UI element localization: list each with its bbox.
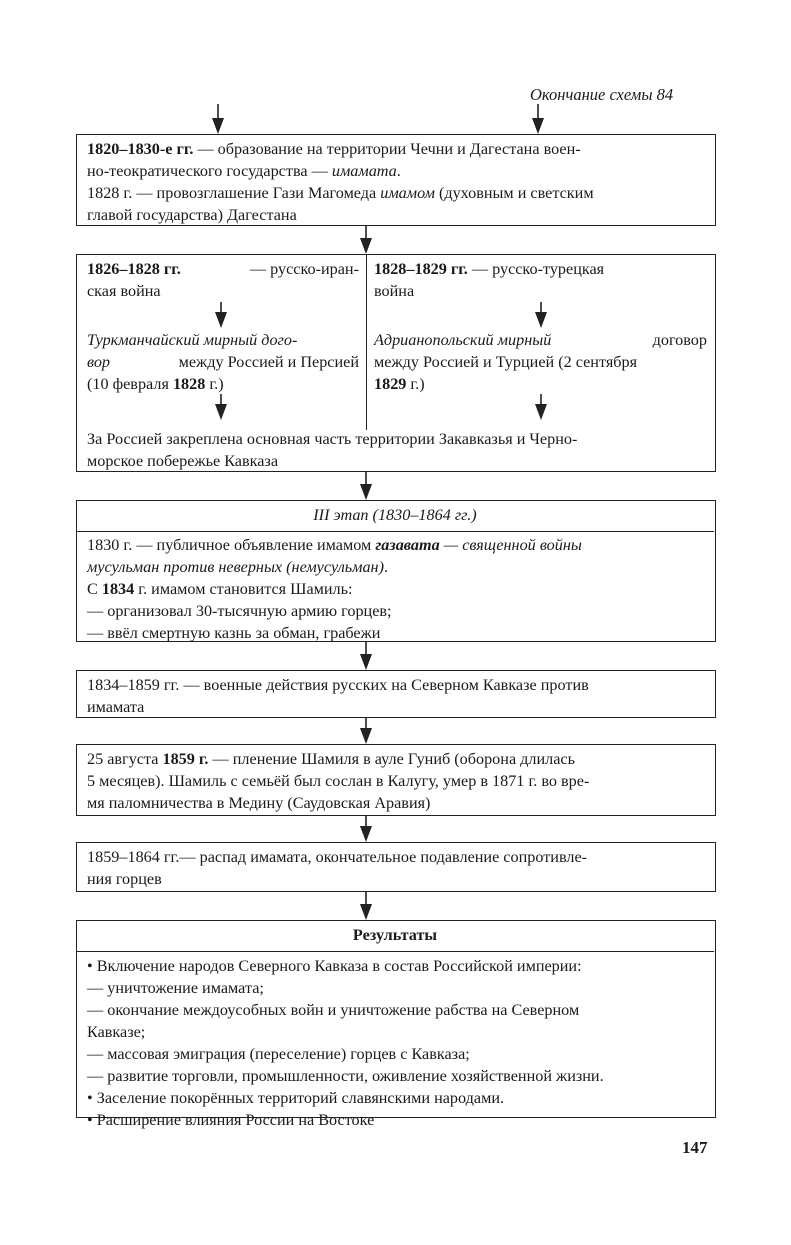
arrow-down-icon bbox=[535, 394, 547, 420]
list-item: — окончание междоусобных войн и уничтожение рабства на Северном bbox=[87, 1001, 580, 1019]
arrow-down-icon bbox=[532, 104, 544, 134]
stage-three-box bbox=[76, 500, 716, 642]
arrow-down-icon bbox=[360, 892, 372, 920]
stage-title-divider bbox=[77, 531, 714, 532]
list-item: • Включение народов Северного Кавказа в состав Российской империи: bbox=[87, 957, 582, 975]
arrow-down-icon bbox=[360, 642, 372, 670]
wars-box bbox=[76, 254, 716, 472]
arrow-down-icon bbox=[360, 718, 372, 744]
list-item: — уничтожение имамата; bbox=[87, 979, 264, 997]
territory-result: За Россией закреплена основная часть территории Закавказья и Черно- морское побережье Кавказа bbox=[87, 430, 578, 470]
page-number: 147 bbox=[682, 1138, 708, 1157]
military-actions-box: 1834–1859 гг. — военные действия русских на Северном Кавказе против имамата bbox=[76, 670, 716, 718]
stage-title: III этап (1830–1864 гг.) bbox=[313, 506, 477, 524]
russo-persian-war: 1826–1828 гг. — русско-иран- ская война bbox=[87, 260, 359, 300]
arrow-down-icon bbox=[535, 302, 547, 328]
turkmenchay-treaty: Туркманчайский мирный дого- вор между Россией и Персией (10 февраля 1828 г.) bbox=[87, 331, 359, 393]
adrianople-treaty: Адрианопольский мирный договор между Россией и Турцией (2 сентября 1829 г.) bbox=[374, 331, 707, 393]
arrow-down-icon bbox=[360, 472, 372, 500]
imamate-formation-box bbox=[76, 134, 716, 226]
shamil-capture-box: 25 августа 1859 г. — пленение Шамиля в ауле Гуниб (оборона длилась 5 месяцев). Шамиль с семьёй был сослан в Калугу, умер в 1871 г. во вре- мя паломничества в Медину (Саудовская Аравия) bbox=[76, 744, 716, 816]
arrow-down-icon bbox=[360, 226, 372, 254]
arrow-down-icon bbox=[215, 394, 227, 420]
list-item: • Расширение влияния России на Востоке bbox=[87, 1111, 375, 1129]
russo-turkish-war: 1828–1829 гг. — русско-турецкая война bbox=[374, 260, 605, 300]
list-item: Кавказе; bbox=[87, 1023, 146, 1041]
list-item: — развитие торговли, промышленности, оживление хозяйственной жизни. bbox=[87, 1067, 604, 1085]
results-title: Результаты bbox=[352, 926, 438, 944]
imamate-collapse-box: 1859–1864 гг.— распад имамата, окончательное подавление сопротивле- ния горцев bbox=[76, 842, 716, 892]
arrow-down-icon bbox=[212, 104, 224, 134]
scheme-caption: Окончание схемы 84 bbox=[530, 85, 674, 104]
results-title-divider bbox=[77, 951, 714, 952]
results-list bbox=[87, 955, 707, 1131]
arrow-down-icon bbox=[360, 816, 372, 842]
box1-line2: но-теократического государства — имамата. bbox=[87, 162, 401, 180]
wars-divider bbox=[366, 255, 367, 430]
arrow-down-icon bbox=[215, 302, 227, 328]
box1-line1: 1820–1830-е гг. — образование на территории Чечни и Дагестана воен- bbox=[87, 140, 581, 158]
box1-line3: 1828 г. — провозглашение Гази Магомеда имамом (духовным и светским bbox=[87, 184, 594, 202]
box1-line4: главой государства) Дагестана bbox=[87, 206, 297, 224]
results-box bbox=[76, 920, 716, 1129]
list-item: • Заселение покорённых территорий славянскими народами. bbox=[87, 1089, 505, 1107]
list-item: — массовая эмиграция (переселение) горцев с Кавказа; bbox=[87, 1045, 470, 1063]
stage-content: 1830 г. — публичное объявление имамом газавата — священной войны мусульман против неверных (немусульман). С 1834 г. имамом становится Шамиль: — организовал 30-тысячную армию горцев; — ввёл смертную казнь за обман, грабежи bbox=[87, 536, 582, 642]
